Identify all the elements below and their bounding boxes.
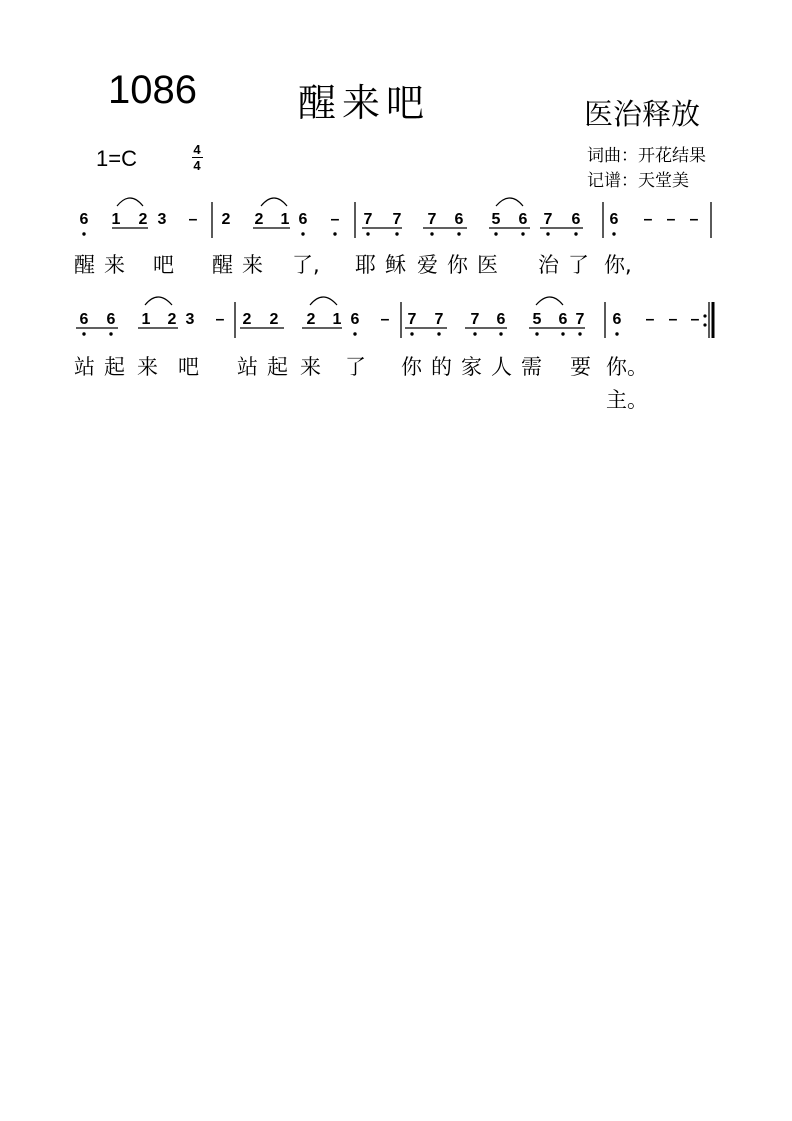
note: 7: [392, 211, 402, 228]
note: 6: [612, 311, 622, 328]
lyric-char: 醒: [74, 253, 95, 277]
note: 7: [407, 311, 417, 328]
lyric-char: 稣: [385, 253, 406, 277]
dash-note: –: [690, 311, 700, 328]
note: 7: [363, 211, 373, 228]
dash-note: –: [188, 211, 198, 228]
note: 2: [167, 311, 177, 328]
note: 2: [254, 211, 264, 228]
lyric-char: 爱: [417, 253, 438, 277]
note: 3: [157, 211, 167, 228]
lyric-char: 来: [137, 355, 158, 379]
note: 7: [543, 211, 553, 228]
dash-note: –: [215, 311, 225, 328]
note: 6: [350, 311, 360, 328]
low-octave-dot: [578, 332, 581, 335]
low-octave-dot: [437, 332, 440, 335]
lyric-char: 来: [104, 253, 125, 277]
note: 6: [454, 211, 464, 228]
note: 6: [298, 211, 308, 228]
note: 1: [111, 211, 121, 228]
note: 2: [221, 211, 231, 228]
note: 7: [427, 211, 437, 228]
lyric-char: 主。: [606, 388, 648, 412]
lyric-char: 了: [568, 253, 589, 277]
lyric-char: 要: [570, 355, 591, 379]
lyric-char: 醒: [212, 253, 233, 277]
lyric-char: 站: [237, 355, 258, 379]
note: 2: [138, 211, 148, 228]
low-octave-dot: [82, 232, 85, 235]
lyric-char: 医: [477, 253, 498, 277]
lyric-char: 你。: [606, 355, 648, 379]
lyric-char: 你,: [604, 253, 632, 277]
low-octave-dot: [494, 232, 497, 235]
dash-note: –: [645, 311, 655, 328]
lyric-char: 来: [300, 355, 321, 379]
lyric-char: 耶: [355, 253, 376, 277]
dash-note: –: [380, 311, 390, 328]
low-octave-dot: [561, 332, 564, 335]
low-octave-dot: [615, 332, 618, 335]
time-denominator: 4: [193, 158, 201, 173]
dash-note: –: [643, 211, 653, 228]
dash-note: –: [666, 211, 676, 228]
note: 5: [491, 211, 501, 228]
lyric-char: 来: [242, 253, 263, 277]
low-octave-dot: [473, 332, 476, 335]
repeat-dot: [703, 323, 706, 326]
low-octave-dot: [574, 232, 577, 235]
note: 6: [496, 311, 506, 328]
lyric-char: 了,: [292, 253, 320, 277]
note: 6: [558, 311, 568, 328]
slur: [261, 198, 287, 206]
lyric-char: 吧: [178, 355, 199, 379]
low-octave-dot: [457, 232, 460, 235]
note: 7: [434, 311, 444, 328]
dash-note: –: [668, 311, 678, 328]
time-numerator: 4: [193, 142, 201, 157]
dash-note: –: [330, 211, 340, 228]
note: 2: [242, 311, 252, 328]
note: 2: [306, 311, 316, 328]
note: 1: [332, 311, 342, 328]
note: 6: [79, 311, 89, 328]
note: 6: [106, 311, 116, 328]
lyric-char: 起: [104, 355, 125, 379]
note: 7: [575, 311, 585, 328]
notation-line-2: [80, 311, 700, 336]
transcriber-credit: 记谱：天堂美: [587, 171, 689, 191]
note: 3: [185, 311, 195, 328]
low-octave-dot: [546, 232, 549, 235]
dash-note: –: [689, 211, 699, 228]
low-octave-dot: [109, 332, 112, 335]
slur: [310, 297, 337, 305]
note: 6: [518, 211, 528, 228]
note: 6: [609, 211, 619, 228]
song-number: 1086: [108, 68, 197, 112]
low-octave-dot: [333, 232, 336, 235]
song-category: 医治释放: [584, 97, 701, 131]
note: 1: [141, 311, 151, 328]
note: 2: [269, 311, 279, 328]
slur: [496, 198, 523, 206]
lyric-char: 起: [267, 355, 288, 379]
low-octave-dot: [353, 332, 356, 335]
note: 6: [571, 211, 581, 228]
key-signature: 1=C: [96, 146, 137, 171]
notation-line-1: [80, 211, 699, 236]
note: 1: [280, 211, 290, 228]
song-title: 醒来吧: [298, 81, 431, 125]
low-octave-dot: [366, 232, 369, 235]
slur: [145, 297, 172, 305]
repeat-dot: [703, 314, 706, 317]
lyric-char: 吧: [153, 253, 174, 277]
low-octave-dot: [430, 232, 433, 235]
note: 7: [470, 311, 480, 328]
slur: [536, 297, 563, 305]
lyric-char: 了: [345, 355, 366, 379]
lyric-char: 你: [447, 253, 468, 277]
lyric-char: 的: [431, 355, 452, 379]
lyric-char: 治: [538, 253, 559, 277]
lyric-char: 需: [521, 355, 542, 379]
note: 5: [532, 311, 542, 328]
lyric-char: 站: [74, 355, 95, 379]
low-octave-dot: [301, 232, 304, 235]
lyricist-credit: 词曲：开花结果: [587, 146, 706, 166]
low-octave-dot: [521, 232, 524, 235]
lyric-char: 人: [491, 355, 512, 379]
low-octave-dot: [612, 232, 615, 235]
low-octave-dot: [82, 332, 85, 335]
low-octave-dot: [395, 232, 398, 235]
slur: [117, 198, 143, 206]
note: 6: [79, 211, 89, 228]
lyric-char: 你: [401, 355, 422, 379]
lyric-char: 家: [461, 355, 482, 379]
low-octave-dot: [499, 332, 502, 335]
low-octave-dot: [535, 332, 538, 335]
low-octave-dot: [410, 332, 413, 335]
